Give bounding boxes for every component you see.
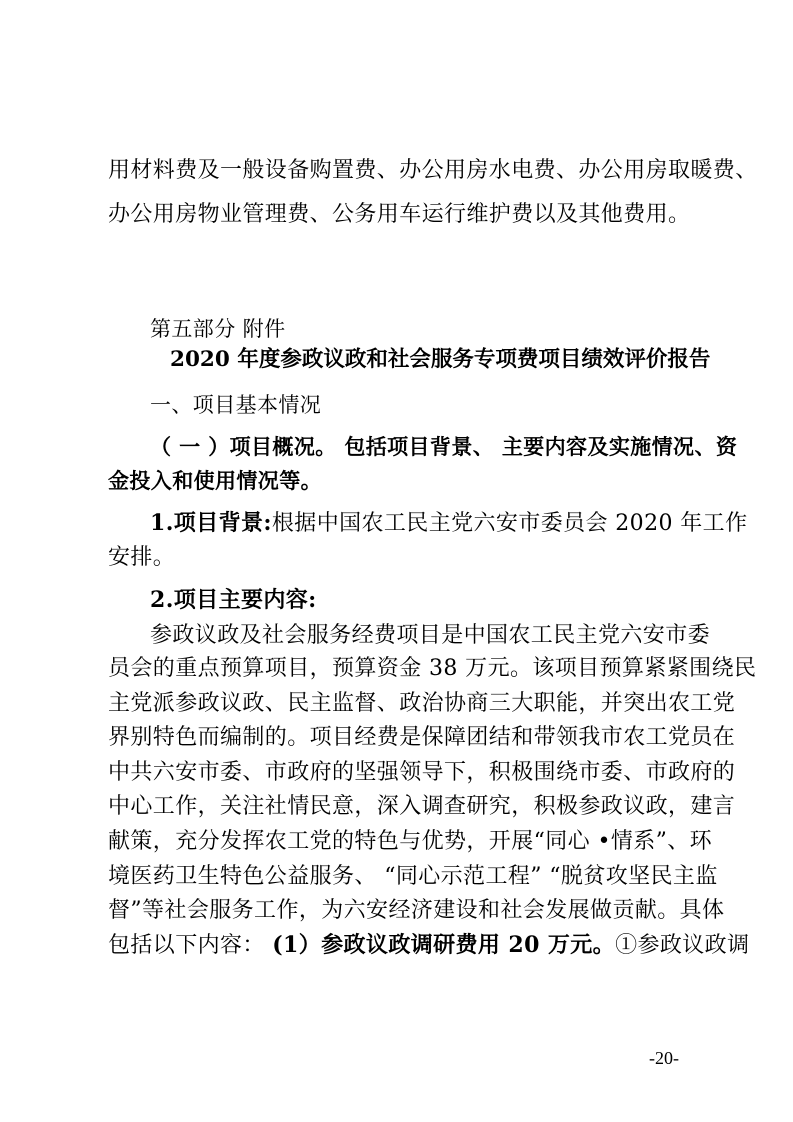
body-line-1: 参政议政及社会服务经费项目是中国农工民主党六安市委 xyxy=(150,623,711,648)
body-line-7: 献策，充分发挥农工党的特色与优势，开展“同心 •情系”、环 xyxy=(108,829,713,854)
body-line-2: 员会的重点预算项目，预算资金 38 万元。该项目预算紧紧围绕民 xyxy=(108,656,757,681)
background-line-2: 安排。 xyxy=(108,545,176,570)
background-label: 1.项目背景: xyxy=(150,510,272,536)
body-line-10-suffix: ①参政议政调 xyxy=(615,933,750,958)
body-line-8: 境医药卫生特色公益服务、 “同心示范工程” “脱贫攻坚民主监 xyxy=(108,864,718,889)
body-line-6: 中心工作，关注社情民意，深入调查研究，积极参政议政，建言 xyxy=(108,794,736,819)
page-number: -20- xyxy=(649,1048,679,1068)
background-text: 根据中国农工民主党六安市委员会 2020 年工作 xyxy=(271,511,748,536)
background-paragraph xyxy=(150,508,747,539)
content-label: 2.项目主要内容: xyxy=(150,587,317,613)
body-line-3: 主党派参政议政、民主监督、政治协商三大职能，并突出农工党 xyxy=(108,691,736,716)
body-line-9: 督”等社会服务工作，为六安经济建设和社会发展做贡献。具体 xyxy=(108,898,725,923)
body-line-10 xyxy=(108,930,749,961)
body-line-5: 中共六安市委、市政府的坚强领导下，积极围绕市委、市政府的 xyxy=(108,760,736,785)
overview-line-2: 金投入和使用情况等。 xyxy=(108,469,322,493)
report-title: 2020 年度参政议政和社会服务专项费项目绩效评价报告 xyxy=(170,347,711,372)
body-line-10-prefix: 包括以下内容： xyxy=(108,933,273,958)
continuation-line-1: 用材料费及一般设备购置费、办公用房水电费、办公用房取暖费、 xyxy=(108,158,758,183)
heading-basic-info: 一、项目基本情况 xyxy=(150,393,322,417)
overview-line-1: （ 一 ）项目概况。 包括项目背景、 主要内容及实施情况、资 xyxy=(150,435,738,459)
body-line-4: 界别特色而编制的。项目经费是保障团结和带领我市农工党员在 xyxy=(108,725,736,750)
part-heading: 第五部分 附件 xyxy=(150,317,286,341)
continuation-line-2: 办公用房物业管理费、公务用车运行维护费以及其他费用。 xyxy=(108,202,691,227)
body-line-10-bold: (1）参政议政调研费用 20 万元。 xyxy=(272,932,616,958)
